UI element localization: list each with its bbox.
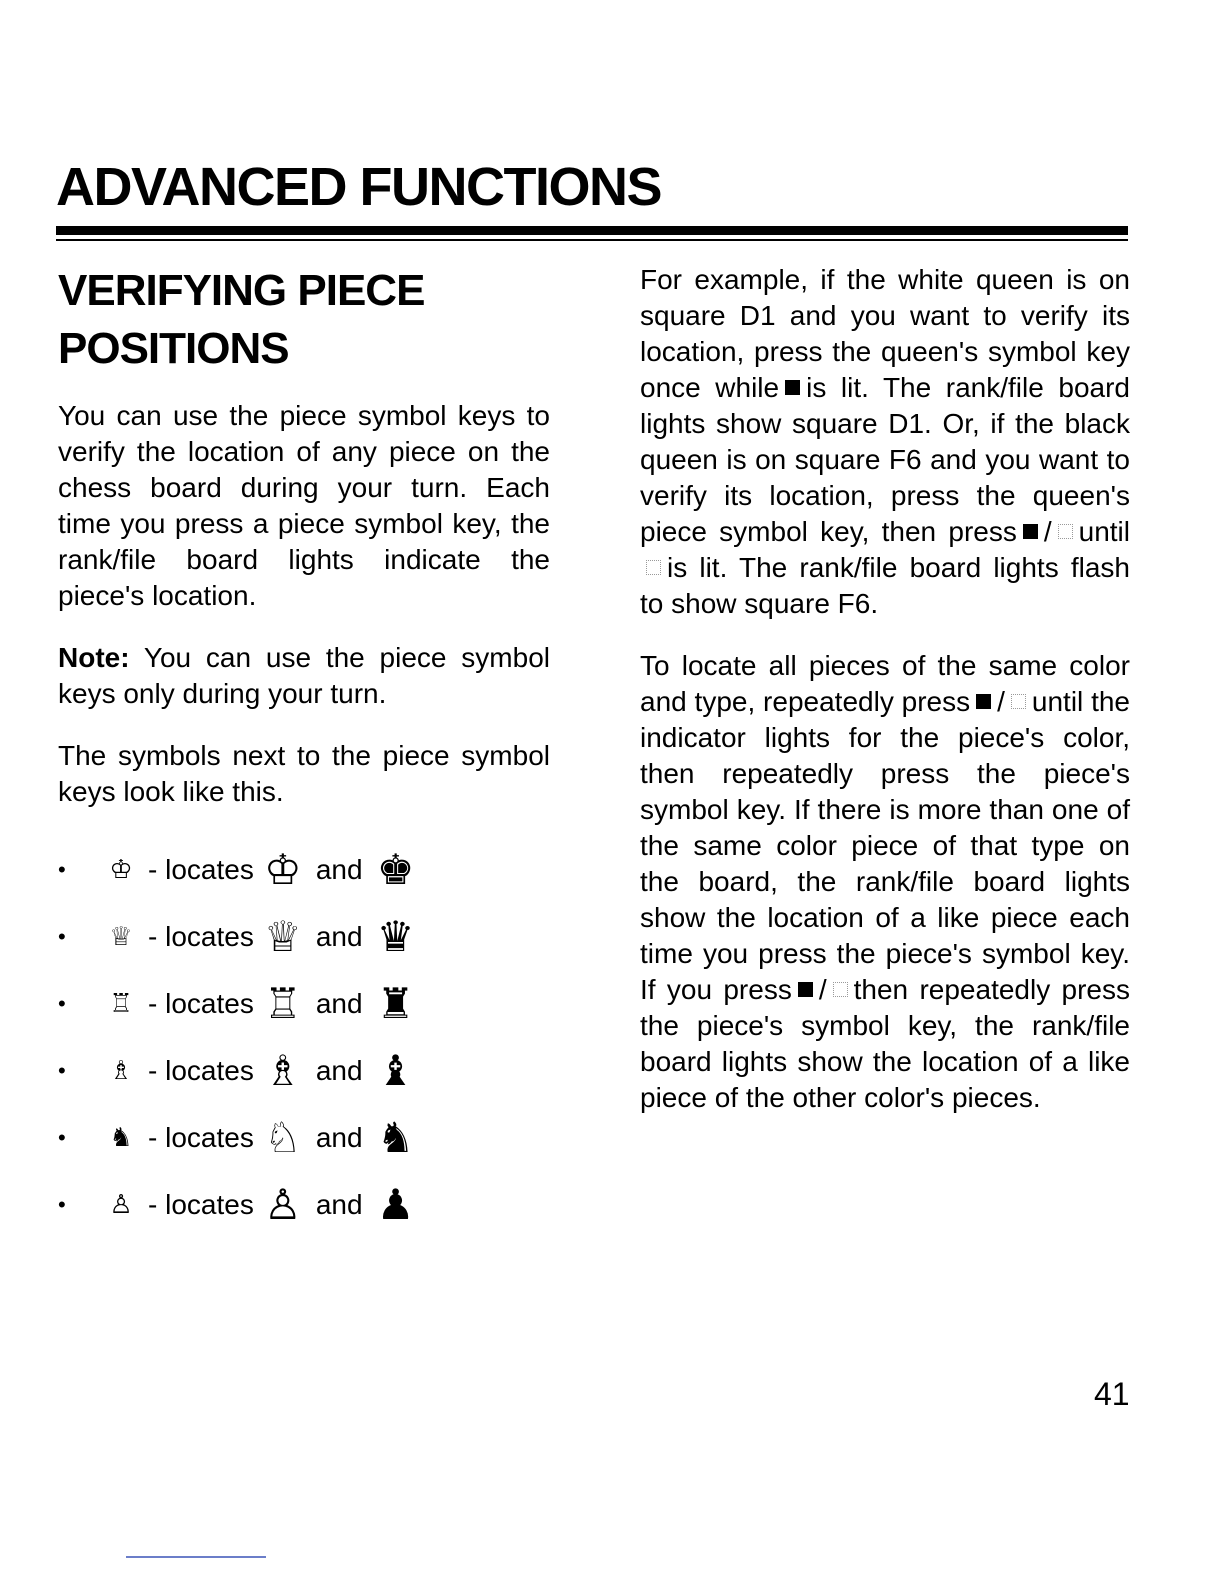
right-column <box>640 262 1130 1142</box>
title-rule-thin <box>56 239 1128 241</box>
scan-artifact-line <box>126 1556 266 1558</box>
and-label: and <box>315 1054 363 1086</box>
locate-text-2: until the indicator lights for the piece's color, then repeatedly press the piece's symbol key. If there is more than one of the same color piece of that type on the board, the rank/file board lights show the location of a like piece each time you press the piece's symbol key. If you press <box>640 686 1130 1005</box>
example-text-2: is lit. The rank/file board lights show square D1. Or, if the black queen is on square F6 and you want to verify its location, press the queen's piece symbol key, then press <box>640 372 1130 547</box>
list-item-rook <box>58 970 550 1037</box>
filled-square-icon <box>976 694 991 709</box>
white-rook-icon: ♖ <box>264 979 302 1027</box>
example-text-4: is lit. The rank/file board lights flash to show square F6. <box>640 552 1130 619</box>
slash-text: / <box>997 686 1005 717</box>
filled-square-icon <box>785 380 800 395</box>
symbols-intro: The symbols next to the piece symbol keys look like this. <box>58 740 550 807</box>
note-paragraph <box>58 640 550 712</box>
and-label: and <box>315 1121 363 1153</box>
white-queen-icon: ♕ <box>264 912 302 960</box>
left-column <box>58 262 550 1238</box>
bullet-icon: • <box>58 1191 66 1217</box>
bullet-icon: • <box>58 856 66 882</box>
title-rule-thick <box>56 226 1128 235</box>
black-knight-icon: ♞ <box>376 1113 415 1161</box>
symbol-list <box>58 836 550 1238</box>
white-pawn-icon: ♙ <box>264 1180 302 1228</box>
slash-text: / <box>818 974 827 1005</box>
white-knight-icon: ♘ <box>264 1113 302 1161</box>
locates-label: - locates <box>148 1188 254 1220</box>
open-square-icon <box>1058 524 1073 539</box>
bullet-icon: • <box>58 1057 66 1083</box>
example-paragraph <box>640 262 1130 622</box>
note-label: Note: <box>58 642 130 673</box>
rook-key-icon: ♖ <box>109 988 133 1018</box>
slash-text: / <box>1043 516 1052 547</box>
list-item-bishop <box>58 1037 550 1104</box>
bullet-icon: • <box>58 923 66 949</box>
pawn-key-icon: ♙ <box>109 1189 133 1219</box>
locates-label: - locates <box>148 920 254 952</box>
and-label: and <box>315 987 363 1019</box>
example-text-3: until <box>1078 516 1130 547</box>
filled-square-icon <box>798 982 813 997</box>
and-label: and <box>315 1188 363 1220</box>
locates-label: - locates <box>148 1054 254 1086</box>
knight-key-icon: ♞ <box>109 1122 133 1152</box>
king-key-icon: ♔ <box>109 854 133 884</box>
note-text: You can use the piece symbol keys only during your turn. <box>58 642 550 709</box>
list-item-king <box>58 836 550 903</box>
locates-label: - locates <box>148 853 254 885</box>
queen-key-icon: ♕ <box>109 921 133 951</box>
locate-text-1: To locate all pieces of the same color and type, repeatedly press <box>640 650 1130 717</box>
open-square-icon <box>833 982 848 997</box>
locate-text-3: then repeatedly press the piece's symbol key, the rank/file board lights show the location of a like piece of the other color's pieces. <box>640 974 1131 1113</box>
example-text-1: For example, if the white queen is on square D1 and you want to verify its location, press the queen's symbol key once while <box>640 264 1130 403</box>
page-number: 41 <box>1094 1376 1130 1412</box>
section-heading: VERIFYING PIECE POSITIONS <box>58 266 425 373</box>
page-title: ADVANCED FUNCTIONS <box>56 157 661 217</box>
black-pawn-icon: ♟ <box>376 1180 415 1228</box>
locates-label: - locates <box>148 1121 254 1153</box>
bullet-icon: • <box>58 990 66 1016</box>
filled-square-icon <box>1023 524 1038 539</box>
black-bishop-icon: ♝ <box>376 1046 415 1094</box>
bishop-key-icon: ♗ <box>109 1055 133 1085</box>
white-king-icon: ♔ <box>264 845 302 893</box>
and-label: and <box>315 920 363 952</box>
locate-all-paragraph <box>640 648 1130 1116</box>
open-square-icon <box>646 560 661 575</box>
list-item-knight <box>58 1104 550 1171</box>
list-item-queen <box>58 903 550 970</box>
locates-label: - locates <box>148 987 254 1019</box>
black-queen-icon: ♛ <box>376 912 415 960</box>
list-item-pawn <box>58 1171 550 1238</box>
intro-paragraph: You can use the piece symbol keys to verify the location of any piece on the chess board during your turn. Each time you press a piece symbol key, the rank/file board lights indicate the piece's location. <box>58 400 550 611</box>
and-label: and <box>315 853 363 885</box>
bullet-icon: • <box>58 1124 66 1150</box>
black-king-icon: ♚ <box>376 845 415 893</box>
white-bishop-icon: ♗ <box>264 1046 302 1094</box>
black-rook-icon: ♜ <box>376 979 415 1027</box>
open-square-icon <box>1011 694 1026 709</box>
